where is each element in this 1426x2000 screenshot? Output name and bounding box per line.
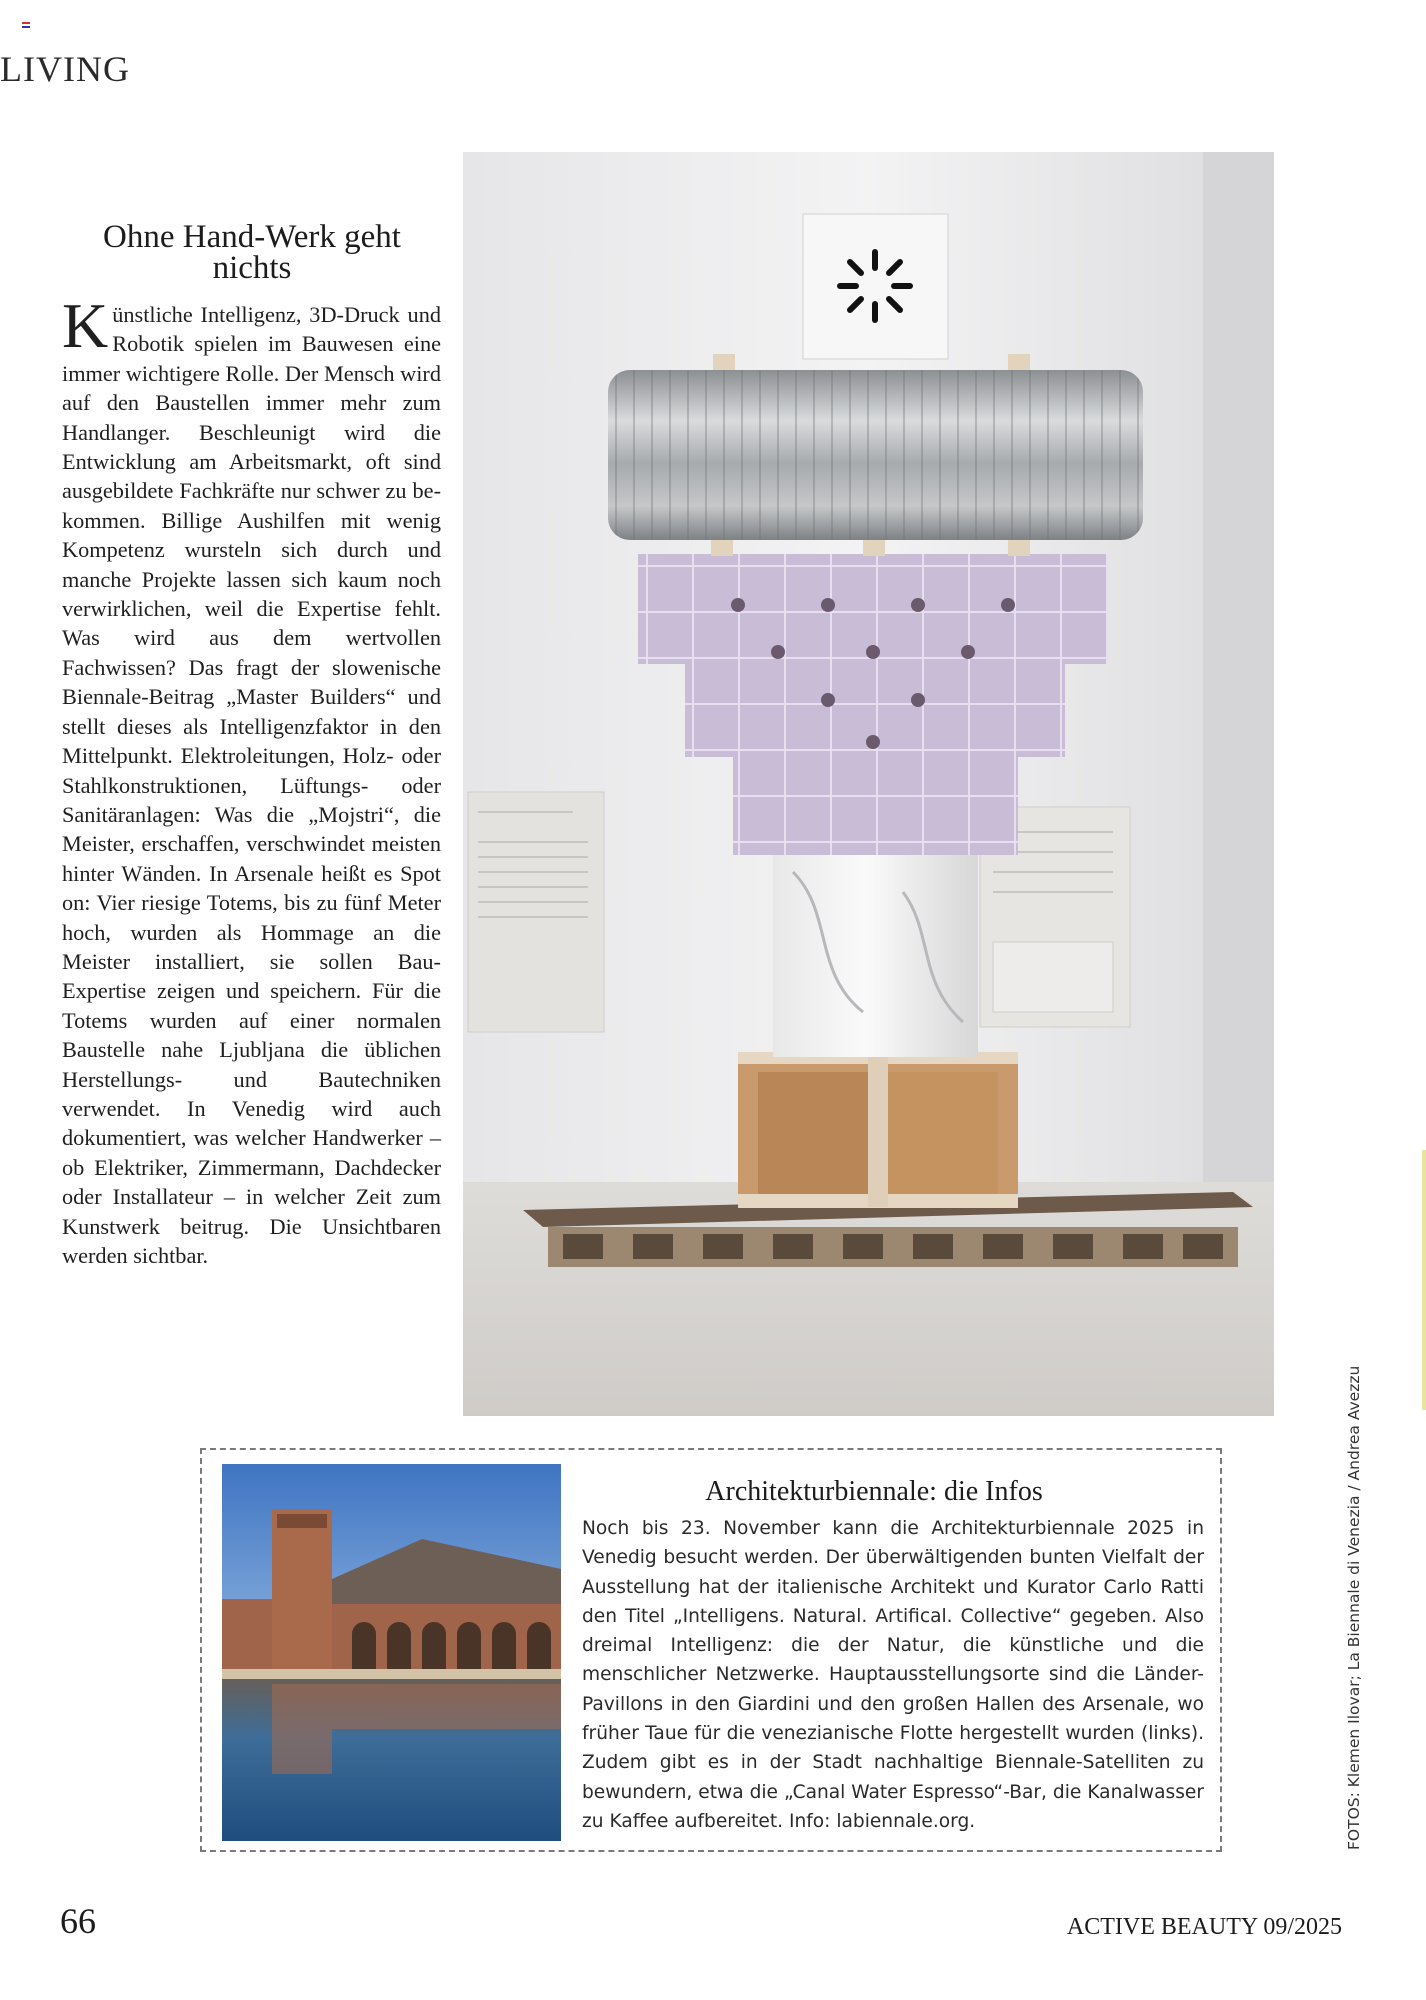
article-text: ünstliche Intelligenz, 3D-Druck und Robotik spielen im Bauwesen eine immer wichtigere Rolle. Der Mensch wird auf den Baustellen immer mehr zum Handlanger. Beschleunigt wird die Entwicklung am Arbeitsmarkt, oft sind ausgebildete Fachkräfte nur schwer zu bekommen. Billige Aushilfen mit wenig Kompetenz wursteln sich durch und manche Projekte lassen sich kaum noch verwirklichen, weil die Expertise fehlt. Was wird aus dem wertvollen Fachwissen? Das fragt der slowenische Biennale-Beitrag „Master Builders“ und stellt dieses als Intelligenzfaktor in den Mittelpunkt. Elektroleitungen, Holz- oder Stahlkonstruktionen, Lüftungs- oder Sanitäranlagen: Was die „Mojstri“, die Meister, erschaffen, verschwindet meisten hinter Wänden. In Arsenale heißt es Spot on: Vier riesige Totems, bis zu fünf Meter hoch, wurden als Hommage an die Meister installiert, sie sollen Bau-Expertise zeigen und speichern. Für die Totems wurden auf einer normalen Baustelle nahe Ljubljana die üblichen Herstellungs- und Bautechniken verwendet. In Venedig wird auch dokumentiert, was welcher Handwerker – ob Elektriker, Zimmermann, Dachdecker oder Installateur – in welcher Zeit zum Kunstwerk beitrug. Die Unsichtbaren werden sichtbar. [62, 302, 441, 1268]
issue-label: ACTIVE BEAUTY 09/2025 [1066, 1914, 1342, 1940]
info-title: Architekturbiennale: die Infos [705, 1476, 1043, 1507]
totem-installation-photo [463, 152, 1274, 1416]
drop-cap: K [62, 290, 109, 361]
flag-mark [22, 22, 30, 28]
article-headline: Ohne Hand-Werk geht nichts [103, 219, 401, 286]
page-number: 66 [60, 1901, 96, 1941]
photo-credit-text: FOTOS: Klemen Ilovar; La Biennale di Venezia / Andrea Avezzu [1345, 1365, 1363, 1850]
article-body [62, 290, 441, 1270]
info-text: Noch bis 23. November kann die Architekturbiennale 2025 in Venedig besucht werden. Der überwältigenden bunten Vielfalt der Ausstellung hat der italienische Architekt und Kurator Carlo Ratti den Titel „Intelligens. Natural. Artifical. Collective“ gegeben. Also dreimal Intelligenz: die der Natur, die künstliche und die menschlicher Netzwerke. Hauptausstellungsorte sind die Länder-Pavillons in den Giardini und den großen Hallen des Arsenale, wo früher Taue für die venezianische Flotte hergestellt wurden (links). Zudem gibt es in der Stadt nachhaltige Biennale-Satelliten zu bewundern, etwa die „Canal Water Espresso“-Bar, die Kanalwasser zu Kaffee aufbereitet. Info: labiennale.org. [582, 1518, 1204, 1832]
photo-credit [1327, 1360, 1363, 1860]
info-box [200, 1448, 1222, 1852]
page-edge-marker [1422, 1150, 1426, 1410]
section-label: LIVING [0, 49, 130, 89]
arsenale-photo [222, 1464, 561, 1841]
